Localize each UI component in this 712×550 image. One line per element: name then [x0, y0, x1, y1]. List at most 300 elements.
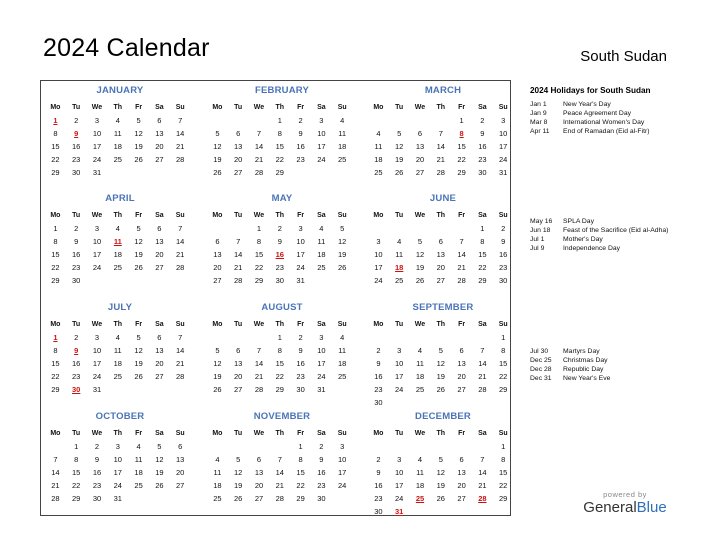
empty-cell — [207, 114, 228, 127]
day-cell: 26 — [395, 168, 404, 177]
day-cell: 8 — [501, 455, 506, 464]
weekday-header: Th — [113, 104, 123, 111]
weekday-header: Tu — [72, 321, 81, 328]
month-grid — [45, 101, 195, 179]
day-cell: 29 — [457, 168, 466, 177]
day-cell: 26 — [234, 494, 243, 503]
day-cell: 4 — [417, 346, 423, 355]
month-april — [45, 192, 195, 287]
holiday-row — [530, 100, 680, 109]
month-may — [207, 192, 357, 287]
day-cell: 17 — [317, 359, 326, 368]
day-cell: 3 — [115, 442, 120, 451]
calendar-box — [40, 80, 511, 516]
day-cell: 27 — [176, 481, 185, 490]
day-cell: 24 — [374, 276, 383, 285]
holiday-day-cell: 18 — [395, 263, 404, 272]
day-cell: 8 — [53, 346, 58, 355]
day-cell: 26 — [134, 155, 143, 164]
weekday-header: Tu — [395, 430, 404, 437]
day-cell: 13 — [234, 142, 243, 151]
empty-cell — [45, 440, 66, 453]
day-cell: 4 — [340, 116, 345, 125]
holiday-name: International Women's Day — [563, 119, 645, 126]
day-cell: 30 — [374, 507, 383, 516]
day-cell: 24 — [113, 481, 122, 490]
weekday-header: Th — [436, 212, 446, 219]
day-cell: 21 — [176, 250, 185, 259]
day-cell: 20 — [213, 263, 222, 272]
weekday-header: We — [414, 212, 426, 219]
day-cell: 23 — [72, 372, 81, 381]
day-cell: 14 — [254, 359, 264, 368]
day-cell: 5 — [340, 224, 345, 233]
day-cell: 10 — [92, 237, 102, 246]
holiday-date: Jan 9 — [530, 110, 547, 117]
weekday-header: Sa — [478, 212, 487, 219]
day-cell: 20 — [436, 263, 445, 272]
day-cell: 27 — [213, 276, 222, 285]
day-cell: 16 — [317, 468, 326, 477]
empty-cell — [249, 331, 270, 344]
weekday-header: We — [91, 212, 103, 219]
day-cell: 26 — [415, 276, 425, 285]
day-cell: 2 — [501, 224, 506, 233]
day-cell: 16 — [374, 372, 383, 381]
weekday-header: Su — [175, 430, 185, 437]
holiday-day-cell: 9 — [74, 129, 79, 138]
holiday-day-cell: 1 — [53, 116, 58, 125]
day-cell: 18 — [317, 250, 326, 259]
day-cell: 1 — [74, 442, 79, 451]
holiday-row — [530, 347, 680, 356]
day-cell: 20 — [415, 155, 425, 164]
day-cell: 19 — [213, 372, 222, 381]
weekday-header: Su — [498, 104, 508, 111]
day-cell: 24 — [395, 494, 404, 503]
weekday-header: We — [253, 104, 265, 111]
day-cell: 22 — [72, 481, 81, 490]
day-cell: 12 — [415, 250, 425, 259]
month-grid — [207, 427, 357, 505]
day-cell: 27 — [155, 263, 164, 272]
day-cell: 11 — [338, 346, 347, 355]
day-cell: 29 — [499, 494, 508, 503]
weekday-header: Th — [113, 430, 123, 437]
page-title: 2024 Calendar — [43, 34, 210, 62]
day-cell: 10 — [374, 250, 383, 259]
day-cell: 15 — [275, 359, 284, 368]
day-cell: 25 — [213, 494, 222, 503]
holiday-date: Dec 28 — [530, 366, 552, 373]
day-cell: 16 — [296, 359, 305, 368]
day-cell: 12 — [213, 359, 222, 368]
day-cell: 13 — [155, 346, 164, 355]
holiday-date: Apr 11 — [530, 128, 550, 135]
day-cell: 19 — [134, 359, 143, 368]
day-cell: 5 — [397, 129, 402, 138]
day-cell: 3 — [319, 333, 324, 342]
day-cell: 11 — [113, 129, 122, 138]
day-cell: 14 — [234, 250, 243, 259]
weekday-header: Mo — [212, 321, 223, 328]
holiday-day-cell: 31 — [395, 507, 404, 516]
day-cell: 28 — [254, 168, 264, 177]
day-cell: 26 — [338, 263, 347, 272]
day-cell: 24 — [92, 155, 102, 164]
empty-cell — [389, 440, 410, 453]
empty-cell — [430, 331, 451, 344]
day-cell: 23 — [72, 263, 81, 272]
day-cell: 28 — [254, 385, 264, 394]
month-grid — [45, 318, 195, 396]
day-cell: 10 — [113, 455, 122, 464]
day-cell: 14 — [457, 250, 466, 259]
weekday-header: Mo — [212, 212, 223, 219]
day-cell: 16 — [92, 468, 102, 477]
holiday-row — [530, 217, 680, 226]
day-cell: 25 — [374, 168, 383, 177]
day-cell: 3 — [397, 346, 402, 355]
country-name: South Sudan — [580, 48, 667, 65]
day-cell: 14 — [176, 237, 185, 246]
day-cell: 6 — [236, 346, 241, 355]
day-cell: 24 — [317, 155, 326, 164]
day-cell: 14 — [51, 468, 60, 477]
day-cell: 12 — [134, 346, 143, 355]
weekday-header: Mo — [373, 104, 384, 111]
day-cell: 3 — [94, 116, 100, 125]
empty-cell — [368, 114, 389, 127]
day-cell: 15 — [275, 142, 284, 151]
weekday-header: Su — [498, 430, 508, 437]
month-title: MAY — [271, 193, 293, 204]
day-cell: 20 — [155, 142, 164, 151]
day-cell: 11 — [134, 455, 143, 464]
day-cell: 19 — [155, 468, 164, 477]
day-cell: 16 — [478, 142, 487, 151]
weekday-header: Fr — [458, 212, 466, 219]
day-cell: 10 — [296, 237, 305, 246]
day-cell: 21 — [254, 372, 264, 381]
day-cell: 11 — [416, 468, 424, 477]
holiday-name: Republic Day — [563, 366, 604, 373]
day-cell: 7 — [256, 346, 262, 355]
day-cell: 10 — [92, 346, 102, 355]
day-cell: 8 — [53, 129, 58, 138]
day-cell: 13 — [155, 129, 164, 138]
month-title: FEBRUARY — [254, 85, 310, 96]
empty-cell — [410, 114, 431, 127]
empty-cell — [389, 114, 410, 127]
day-cell: 24 — [92, 263, 102, 272]
day-cell: 7 — [236, 237, 241, 246]
day-cell: 6 — [459, 346, 464, 355]
weekday-header: Fr — [297, 321, 305, 328]
holiday-row — [530, 109, 680, 118]
day-cell: 2 — [376, 455, 381, 464]
day-cell: 3 — [397, 455, 402, 464]
day-cell: 28 — [457, 276, 466, 285]
empty-cell — [389, 331, 410, 344]
empty-cell — [207, 222, 228, 235]
day-cell: 23 — [72, 155, 81, 164]
day-cell: 17 — [113, 468, 122, 477]
weekday-header: Fr — [297, 104, 305, 111]
day-cell: 17 — [92, 250, 102, 259]
day-cell: 25 — [113, 372, 122, 381]
month-july — [45, 301, 195, 396]
day-cell: 8 — [53, 237, 58, 246]
weekday-header: Tu — [72, 212, 81, 219]
day-cell: 7 — [178, 333, 183, 342]
day-cell: 23 — [296, 155, 305, 164]
day-cell: 27 — [254, 494, 264, 503]
day-cell: 29 — [51, 276, 60, 285]
holiday-name: Martyrs Day — [563, 348, 600, 355]
day-cell: 27 — [457, 494, 466, 503]
holiday-day-cell: 28 — [478, 494, 487, 503]
day-cell: 1 — [459, 116, 464, 125]
day-cell: 22 — [296, 481, 305, 490]
day-cell: 13 — [415, 142, 425, 151]
day-cell: 21 — [254, 155, 264, 164]
day-cell: 30 — [72, 276, 81, 285]
month-grid — [207, 318, 357, 396]
day-cell: 29 — [51, 168, 60, 177]
weekday-header: Tu — [395, 212, 404, 219]
day-cell: 25 — [338, 372, 347, 381]
day-cell: 16 — [72, 250, 81, 259]
weekday-header: Sa — [155, 104, 164, 111]
day-cell: 18 — [415, 372, 425, 381]
month-title: JULY — [107, 302, 133, 313]
day-cell: 22 — [51, 263, 60, 272]
day-cell: 21 — [234, 263, 243, 272]
day-cell: 7 — [277, 455, 282, 464]
holiday-group — [530, 217, 680, 253]
weekday-header: Th — [436, 321, 446, 328]
weekday-header: Mo — [50, 430, 61, 437]
holidays-title: 2024 Holidays for South Sudan — [530, 86, 651, 95]
day-cell: 30 — [374, 398, 383, 407]
month-august — [207, 301, 357, 396]
brand-name — [580, 499, 670, 516]
weekday-header: We — [91, 430, 103, 437]
day-cell: 2 — [298, 116, 303, 125]
holiday-date: Jul 30 — [530, 348, 549, 355]
holiday-row — [530, 356, 680, 365]
weekday-header: Su — [337, 212, 347, 219]
day-cell: 2 — [277, 224, 282, 233]
month-grid — [368, 101, 518, 179]
day-cell: 30 — [317, 494, 326, 503]
day-cell: 26 — [134, 372, 143, 381]
month-grid — [207, 101, 357, 179]
empty-cell — [207, 331, 228, 344]
day-cell: 21 — [51, 481, 60, 490]
month-title: SEPTEMBER — [412, 302, 474, 313]
month-october — [45, 410, 195, 505]
empty-cell — [451, 440, 472, 453]
day-cell: 2 — [319, 442, 324, 451]
day-cell: 18 — [113, 250, 122, 259]
day-cell: 21 — [478, 372, 487, 381]
day-cell: 5 — [438, 455, 443, 464]
day-cell: 6 — [417, 129, 423, 138]
day-cell: 18 — [338, 359, 347, 368]
day-cell: 19 — [338, 250, 347, 259]
holiday-date: Jun 18 — [530, 227, 551, 234]
day-cell: 10 — [317, 129, 326, 138]
weekday-header: We — [91, 321, 103, 328]
day-cell: 6 — [215, 237, 220, 246]
holiday-name: Independence Day — [563, 245, 621, 252]
day-cell: 17 — [317, 142, 326, 151]
day-cell: 22 — [51, 155, 60, 164]
day-cell: 27 — [155, 155, 164, 164]
day-cell: 17 — [338, 468, 347, 477]
weekday-header: We — [253, 430, 265, 437]
day-cell: 26 — [213, 168, 222, 177]
holiday-name: Christmas Day — [563, 357, 608, 364]
day-cell: 29 — [478, 276, 487, 285]
day-cell: 26 — [213, 385, 222, 394]
weekday-header: Sa — [155, 430, 164, 437]
day-cell: 12 — [338, 237, 347, 246]
empty-cell — [410, 331, 431, 344]
day-cell: 18 — [374, 155, 383, 164]
month-title: DECEMBER — [415, 411, 471, 422]
day-cell: 30 — [478, 168, 487, 177]
weekday-header: Sa — [317, 430, 326, 437]
day-cell: 5 — [136, 116, 141, 125]
day-cell: 12 — [234, 468, 243, 477]
day-cell: 6 — [157, 333, 162, 342]
weekday-header: Tu — [395, 321, 404, 328]
day-cell: 21 — [436, 155, 445, 164]
weekday-header: Sa — [478, 430, 487, 437]
day-cell: 20 — [176, 468, 185, 477]
weekday-header: Mo — [373, 430, 384, 437]
holiday-date: Jan 1 — [530, 101, 547, 108]
month-grid — [368, 318, 518, 409]
weekday-header: Su — [175, 104, 185, 111]
day-cell: 1 — [53, 224, 58, 233]
day-cell: 3 — [319, 116, 324, 125]
day-cell: 22 — [254, 263, 264, 272]
holiday-date: Dec 25 — [530, 357, 552, 364]
empty-cell — [368, 440, 389, 453]
day-cell: 11 — [317, 237, 326, 246]
day-cell: 27 — [234, 168, 243, 177]
month-title: MARCH — [424, 85, 462, 96]
month-title: NOVEMBER — [253, 411, 311, 422]
weekday-header: Fr — [135, 104, 143, 111]
brand-name-blue: Blue — [636, 499, 667, 516]
weekday-header: Su — [498, 321, 508, 328]
day-cell: 26 — [155, 481, 164, 490]
month-title: OCTOBER — [95, 411, 145, 422]
day-cell: 24 — [338, 481, 347, 490]
day-cell: 12 — [155, 455, 164, 464]
day-cell: 7 — [53, 455, 58, 464]
day-cell: 18 — [415, 481, 425, 490]
holiday-day-cell: 16 — [275, 250, 284, 259]
day-cell: 11 — [113, 346, 122, 355]
day-cell: 22 — [478, 263, 487, 272]
day-cell: 14 — [176, 346, 185, 355]
day-cell: 7 — [459, 237, 464, 246]
weekday-header: Mo — [50, 212, 61, 219]
holiday-name: Mother's Day — [563, 236, 603, 243]
day-cell: 25 — [395, 276, 404, 285]
day-cell: 1 — [501, 442, 506, 451]
weekday-header: Fr — [458, 104, 466, 111]
day-cell: 28 — [176, 263, 185, 272]
weekday-header: Tu — [234, 104, 243, 111]
day-cell: 30 — [275, 276, 284, 285]
weekday-header: Th — [275, 430, 285, 437]
weekday-header: Sa — [317, 104, 326, 111]
holiday-name: SPLA Day — [563, 218, 594, 225]
day-cell: 9 — [277, 237, 282, 246]
holiday-row — [530, 365, 680, 374]
holiday-date: May 16 — [530, 218, 553, 225]
day-cell: 19 — [436, 372, 445, 381]
weekday-header: Th — [275, 212, 285, 219]
empty-cell — [472, 440, 493, 453]
weekday-header: Mo — [50, 104, 61, 111]
day-cell: 16 — [296, 142, 305, 151]
month-february — [207, 84, 357, 179]
day-cell: 4 — [115, 224, 120, 233]
day-cell: 1 — [277, 333, 282, 342]
month-january — [45, 84, 195, 179]
day-cell: 1 — [298, 442, 303, 451]
empty-cell — [249, 440, 270, 453]
day-cell: 4 — [215, 455, 220, 464]
day-cell: 24 — [296, 263, 305, 272]
day-cell: 7 — [438, 129, 443, 138]
day-cell: 6 — [438, 237, 443, 246]
day-cell: 16 — [499, 250, 508, 259]
day-cell: 13 — [457, 468, 466, 477]
day-cell: 27 — [436, 276, 445, 285]
month-grid — [45, 427, 195, 505]
month-grid — [368, 209, 518, 287]
weekday-header: Tu — [234, 430, 243, 437]
day-cell: 2 — [376, 346, 381, 355]
weekday-header: Tu — [72, 430, 81, 437]
day-cell: 9 — [480, 129, 485, 138]
day-cell: 5 — [236, 455, 241, 464]
day-cell: 6 — [157, 116, 162, 125]
day-cell: 10 — [395, 359, 404, 368]
day-cell: 20 — [155, 250, 164, 259]
holiday-group — [530, 347, 680, 383]
holiday-name: New Year's Day — [563, 101, 611, 108]
holiday-row — [530, 118, 680, 127]
day-cell: 13 — [457, 359, 466, 368]
holiday-row — [530, 244, 680, 253]
day-cell: 9 — [501, 237, 506, 246]
month-grid — [368, 427, 518, 518]
holiday-name: New Year's Eve — [563, 375, 611, 382]
weekday-header: Fr — [297, 430, 305, 437]
empty-cell — [368, 331, 389, 344]
holidays-panel — [530, 86, 680, 382]
